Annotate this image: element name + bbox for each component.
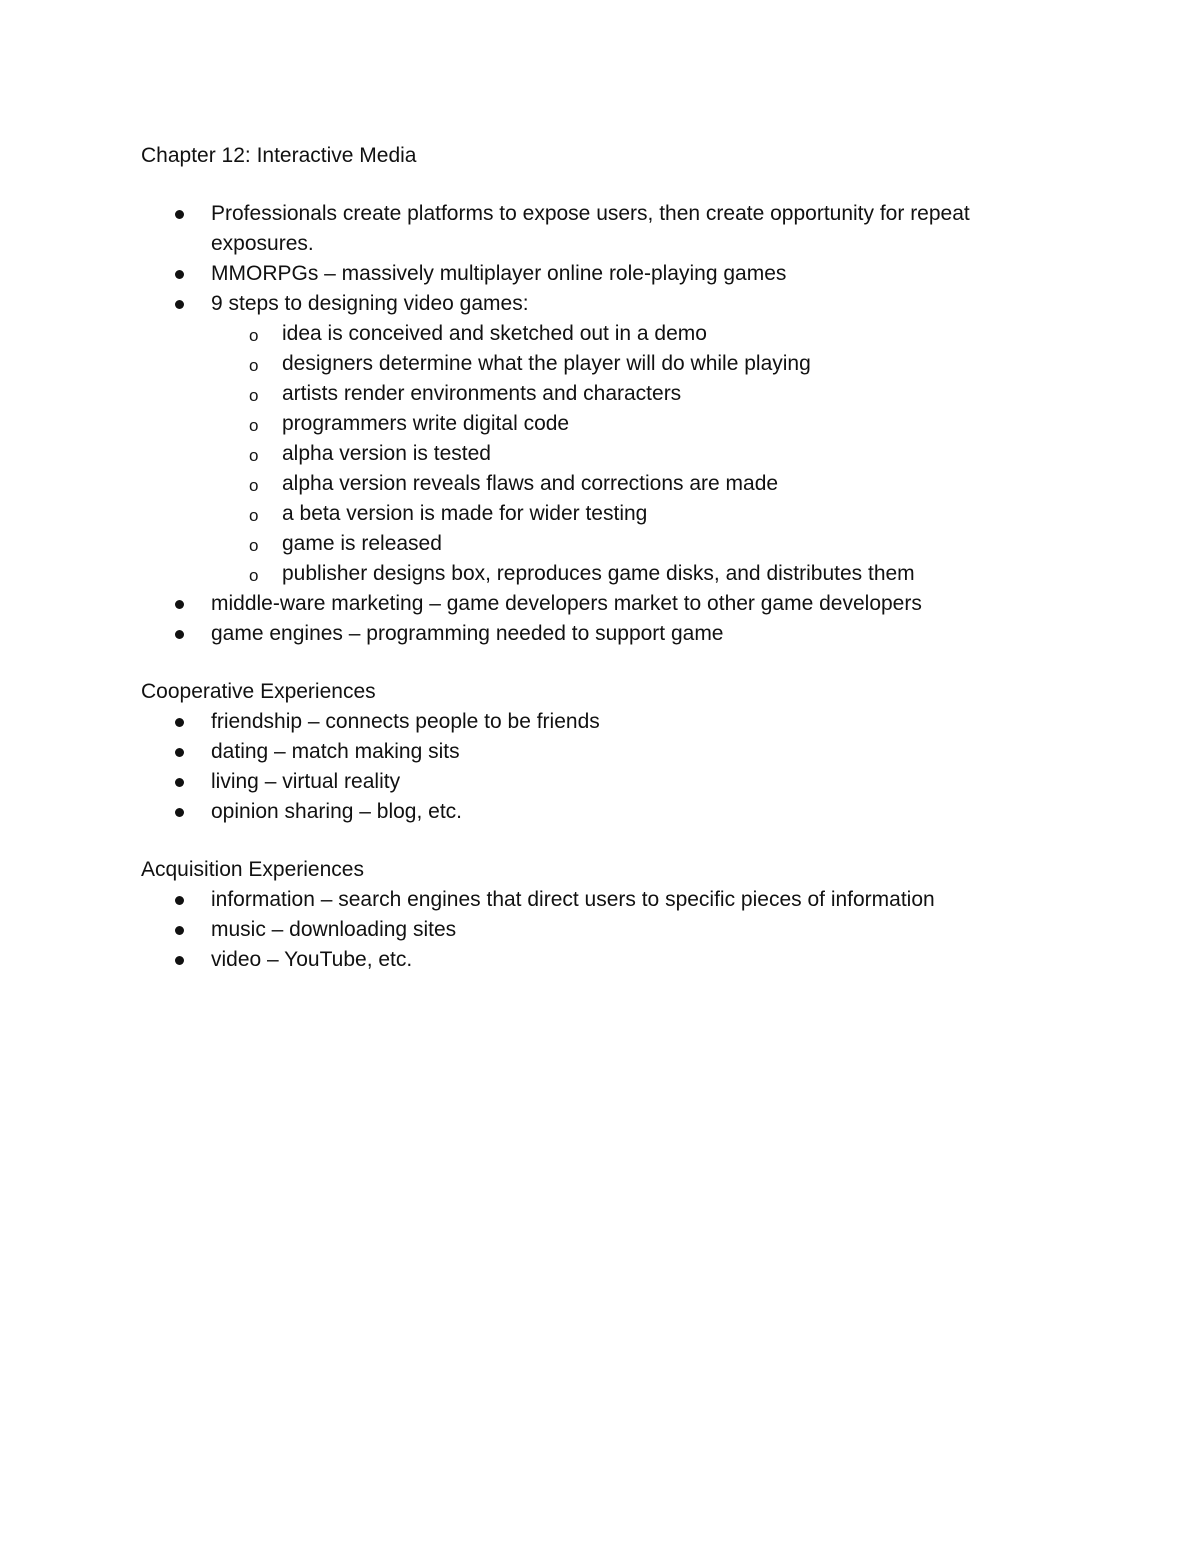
- sub-list-item: [211, 499, 1071, 529]
- bullet-icon: [175, 300, 184, 309]
- bullet-icon: [175, 270, 184, 279]
- bullet-icon: [175, 718, 184, 727]
- sub-list-item: [211, 379, 1071, 409]
- chapter-title: Chapter 12: Interactive Media: [141, 144, 417, 167]
- list-item: [141, 767, 1071, 797]
- list-item-text: middle-ware marketing – game developers market to other game developers: [211, 592, 922, 615]
- list-item: [141, 619, 1071, 649]
- list-item: [141, 259, 1071, 289]
- sub-list-item-text: game is released: [282, 532, 442, 555]
- list-item: [141, 945, 1071, 975]
- circle-bullet-icon: o: [249, 416, 259, 435]
- list-item: [141, 199, 1071, 259]
- sub-list-item: [211, 349, 1071, 379]
- list-item-text: Professionals create platforms to expose users, then create opportunity for repeat exposures.: [211, 202, 970, 255]
- sub-list-item: [211, 529, 1071, 559]
- sub-list-item: [211, 439, 1071, 469]
- list-item-text: MMORPGs – massively multiplayer online role-playing games: [211, 262, 787, 285]
- chapter-bullet-list: [141, 199, 1071, 649]
- list-item: [141, 289, 1071, 589]
- cooperative-experiences-section: [141, 677, 1071, 827]
- sub-list-item: [211, 559, 1071, 589]
- list-item-text: living – virtual reality: [211, 770, 401, 793]
- list-item-text: information – search engines that direct users to specific pieces of information: [211, 888, 935, 911]
- sub-list-item-text: publisher designs box, reproduces game disks, and distributes them: [282, 562, 915, 585]
- list-item-text: game engines – programming needed to support game: [211, 622, 724, 645]
- circle-bullet-icon: o: [249, 446, 259, 465]
- sub-list-item: [211, 469, 1071, 499]
- section-heading: Cooperative Experiences: [141, 680, 376, 703]
- bullet-icon: [175, 748, 184, 757]
- sub-list-item: [211, 319, 1071, 349]
- sub-list-item-text: programmers write digital code: [282, 412, 570, 435]
- list-item-text: music – downloading sites: [211, 918, 457, 941]
- circle-bullet-icon: o: [249, 536, 259, 555]
- chapter-section: [141, 141, 1071, 649]
- list-item: [141, 707, 1071, 737]
- sub-list-item-text: a beta version is made for wider testing: [282, 502, 648, 525]
- circle-bullet-icon: o: [249, 326, 259, 345]
- sub-list-item-text: alpha version is tested: [282, 442, 491, 465]
- steps-sub-list: [211, 319, 1071, 589]
- list-item: [141, 589, 1071, 619]
- list-item: [141, 737, 1071, 767]
- list-item-text: opinion sharing – blog, etc.: [211, 800, 463, 823]
- section-bullet-list: [141, 707, 1071, 827]
- circle-bullet-icon: o: [249, 506, 259, 525]
- list-item-text: 9 steps to designing video games:: [211, 292, 529, 315]
- bullet-icon: [175, 956, 184, 965]
- bullet-icon: [175, 808, 184, 817]
- list-item: [141, 885, 1071, 915]
- circle-bullet-icon: o: [249, 356, 259, 375]
- document-page: [141, 141, 1071, 975]
- spacer: [141, 171, 1071, 199]
- bullet-icon: [175, 600, 184, 609]
- sub-list-item-text: designers determine what the player will do while playing: [282, 352, 811, 375]
- bullet-icon: [175, 896, 184, 905]
- bullet-icon: [175, 926, 184, 935]
- circle-bullet-icon: o: [249, 476, 259, 495]
- list-item: [141, 797, 1071, 827]
- list-item: [141, 915, 1071, 945]
- bullet-icon: [175, 778, 184, 787]
- circle-bullet-icon: o: [249, 386, 259, 405]
- list-item-text: video – YouTube, etc.: [211, 948, 413, 971]
- bullet-icon: [175, 210, 184, 219]
- sub-list-item-text: alpha version reveals flaws and corrections are made: [282, 472, 779, 495]
- bullet-icon: [175, 630, 184, 639]
- list-item-text: friendship – connects people to be friends: [211, 710, 600, 733]
- sub-list-item: [211, 409, 1071, 439]
- section-bullet-list: [141, 885, 1071, 975]
- section-heading: Acquisition Experiences: [141, 858, 364, 881]
- list-item-text: dating – match making sits: [211, 740, 460, 763]
- sub-list-item-text: idea is conceived and sketched out in a demo: [282, 322, 707, 345]
- circle-bullet-icon: o: [249, 566, 259, 585]
- sub-list-item-text: artists render environments and characters: [282, 382, 682, 405]
- acquisition-experiences-section: [141, 855, 1071, 975]
